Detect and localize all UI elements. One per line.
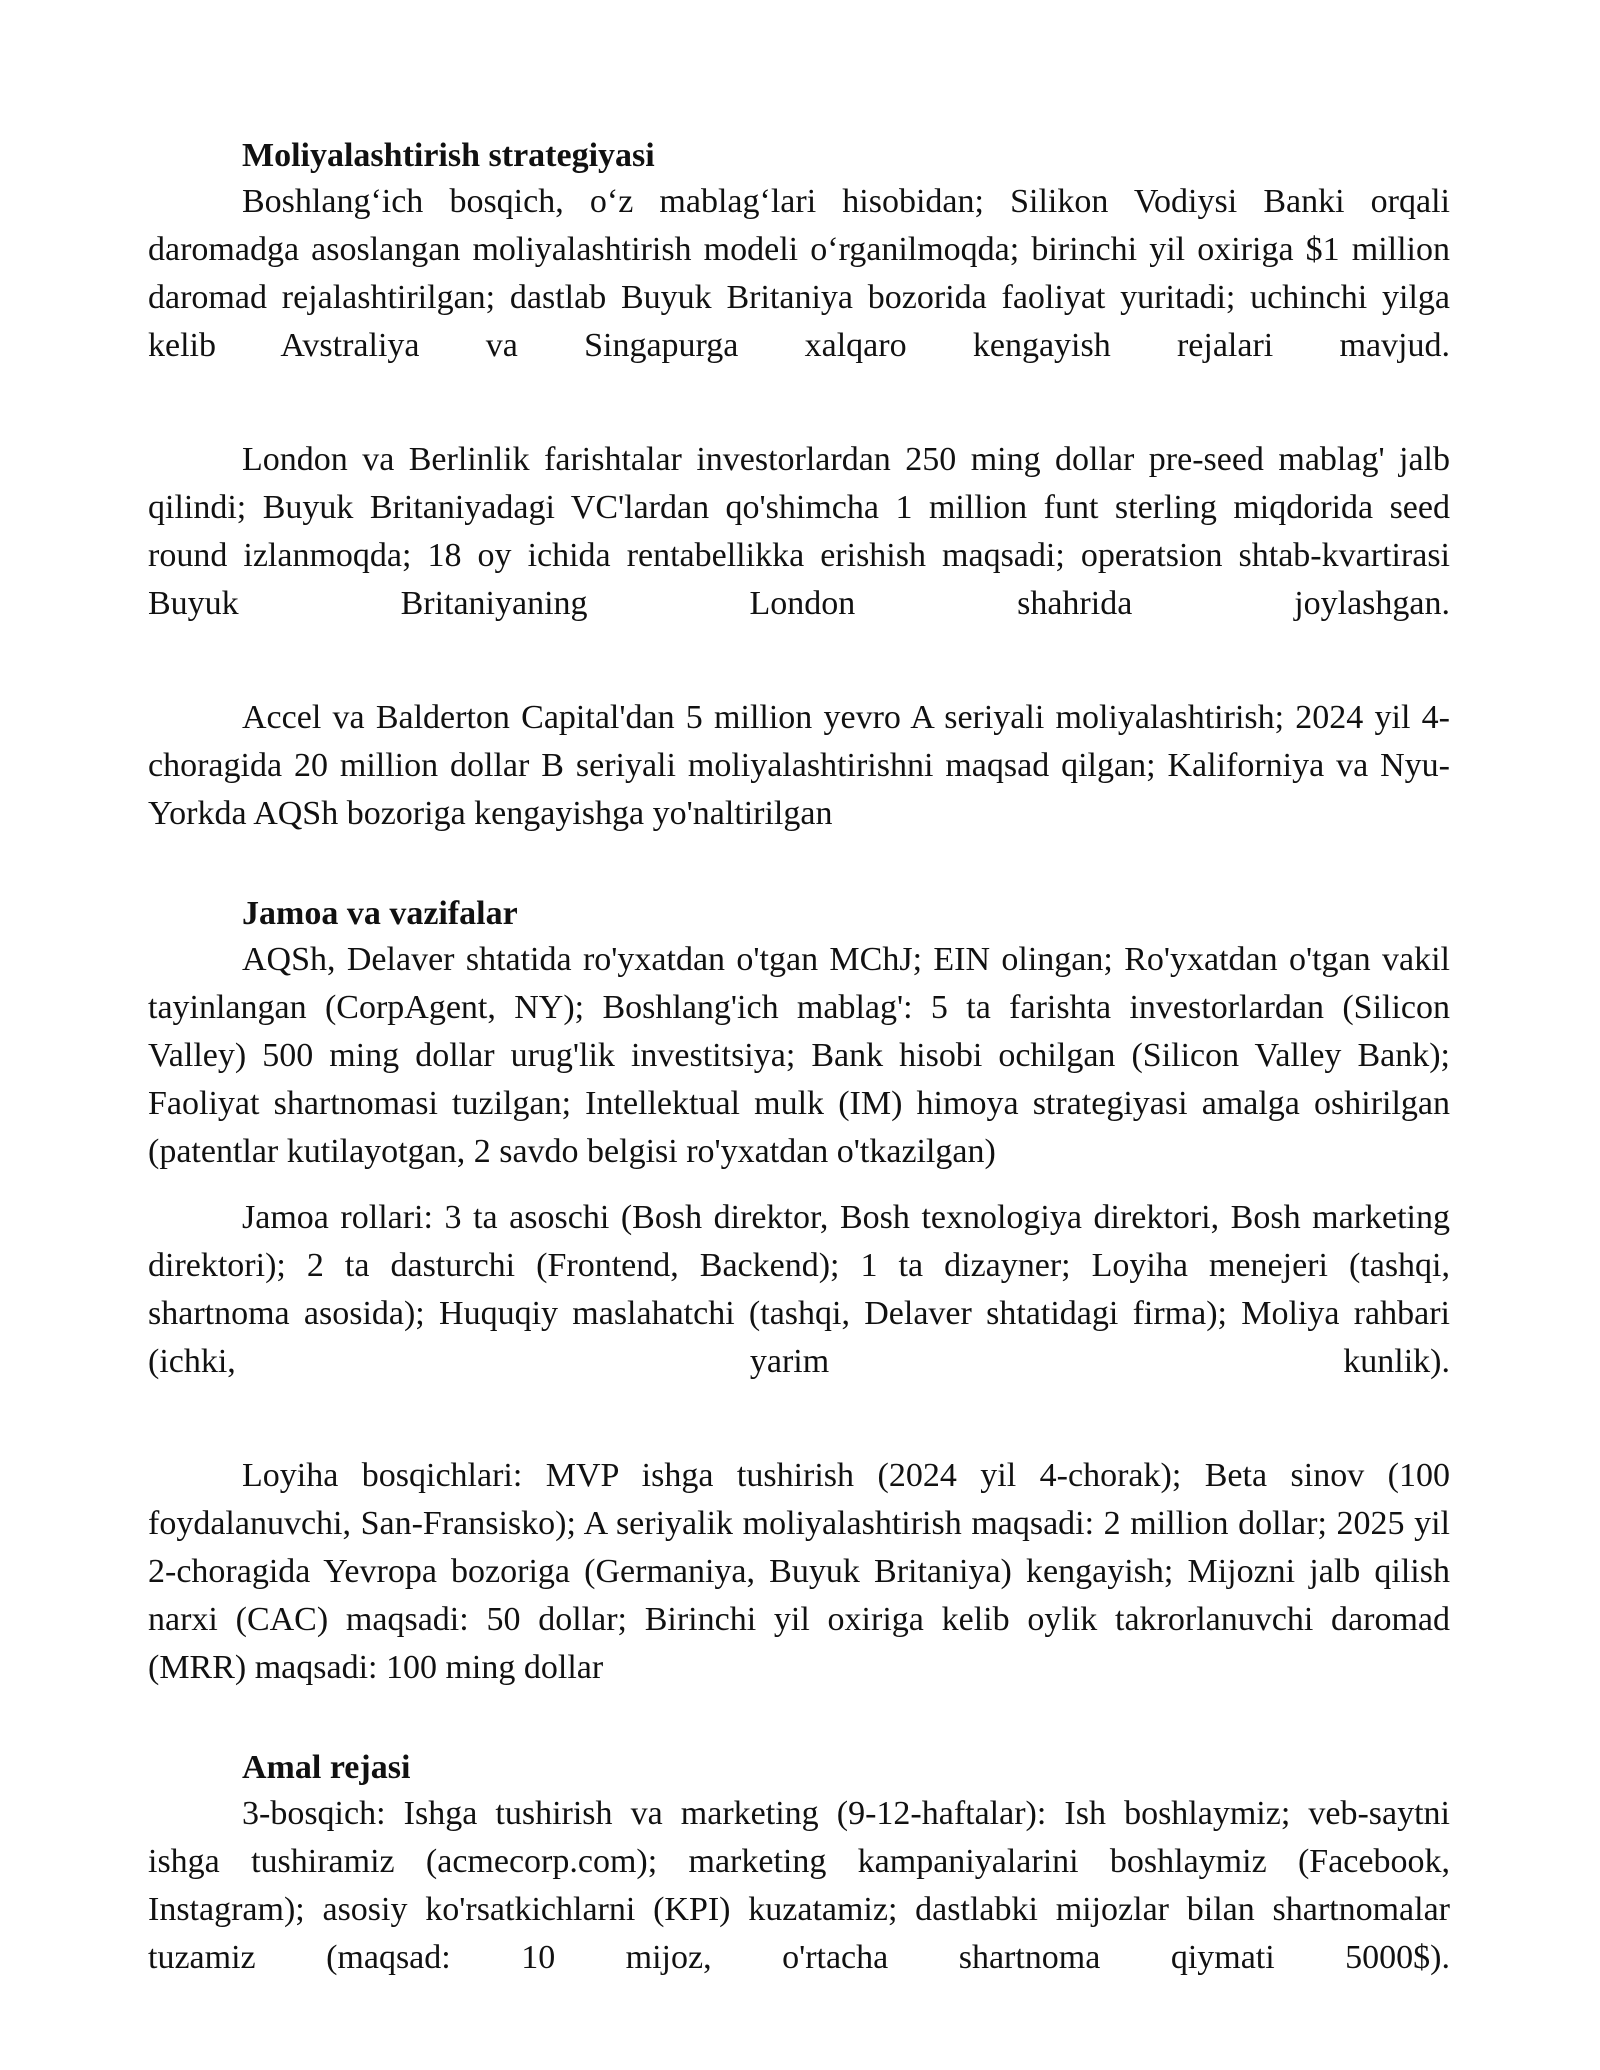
team-paragraph-2: Jamoa rollari: 3 ta asoschi (Bosh direktor, Bosh texnologiya direktori, Bosh marketing direktori); 2 ta dasturchi (Frontend, Backend); 1 ta dizayner; Loyiha menejeri (tashqi, shartnoma asosida); Huquqiy maslahatchi (tashqi, Delaver shtatidagi firma); Moliya rahbari (ichki, yarim kunlik).: [148, 1199, 1450, 1380]
paragraph-spacer: [148, 628, 1450, 694]
funding-paragraph-3: Accel va Balderton Capital'dan 5 million yevro A seriyali moliyalashtirish; 2024 yil 4-choragida 20 million dollar B seriyali moliyalashtirishni maqsad qilgan; Kaliforniya va Nyu-Yorkda AQSh bozoriga kengayishga yo'naltirilgan: [148, 699, 1450, 832]
paragraph-spacer: [148, 370, 1450, 436]
action-paragraph-1: 3-bosqich: Ishga tushirish va marketing (9-12-haftalar): Ish boshlaymiz; veb-saytni ishga tushiramiz (acmecorp.com); marketing kampaniyalarini boshlaymiz (Facebook, Instagram); asosiy ko'rsatkichlarni (KPI) kuzatamiz; dastlabki mijozlar bilan shartnomalar tuzamiz (maqsad: 10 mijoz, o'rtacha shartnoma qiymati 5000$).: [148, 1795, 1450, 1976]
paragraph-spacer: [148, 1176, 1450, 1194]
section-heading-team: Jamoa va vazifalar: [242, 895, 518, 932]
funding-paragraph-1: Boshlang‘ich bosqich, o‘z mablag‘lari hisobidan; Silikon Vodiysi Banki orqali daromadga asoslangan moliyalashtirish modeli o‘rganilmoqda; birinchi yil oxiriga $1 million daromad rejalashtirilgan; dastlab Buyuk Britaniya bozorida faoliyat yuritadi; uchinchi yilga kelib Avstraliya va Singapurga xalqaro kengayish rejalari mavjud.: [148, 183, 1450, 364]
team-paragraph-3: Loyiha bosqichlari: MVP ishga tushirish (2024 yil 4-chorak); Beta sinov (100 foydalanuvchi, San-Fransisko); A seriyalik moliyalashtirish maqsadi: 2 million dollar; 2025 yil 2-choragida Yevropa bozoriga (Germaniya, Buyuk Britaniya) kengayish; Mijozni jalb qilish narxi (CAC) maqsadi: 50 dollar; Birinchi yil oxiriga kelib oylik takrorlanuvchi daromad (MRR) maqsadi: 100 ming dollar: [148, 1457, 1450, 1686]
funding-paragraph-2: London va Berlinlik farishtalar investorlardan 250 ming dollar pre-seed mablag' jalb qilindi; Buyuk Britaniyadagi VC'lardan qo'shimcha 1 million funt sterling miqdorida seed round izlanmoqda; 18 oy ichida rentabellikka erishish maqsadi; operatsion shtab-kvartirasi Buyuk Britaniyaning London shahrida joylashgan.: [148, 441, 1450, 622]
section-spacer: [148, 838, 1450, 894]
section-heading-action-plan: Amal rejasi: [242, 1749, 411, 1786]
paragraph-spacer: [148, 1386, 1450, 1452]
section-spacer: [148, 1692, 1450, 1748]
team-paragraph-1: AQSh, Delaver shtatida ro'yxatdan o'tgan MChJ; EIN olingan; Ro'yxatdan o'tgan vakil tayinlangan (CorpAgent, NY); Boshlang'ich mablag': 5 ta farishta investorlardan (Silicon Valley) 500 ming dollar urug'lik investitsiya; Bank hisobi ochilgan (Silicon Valley Bank); Faoliyat shartnomasi tuzilgan; Intellektual mulk (IM) himoya strategiyasi amalga oshirilgan (patentlar kutilayotgan, 2 savdo belgisi ro'yxatdan o'tkazilgan): [148, 941, 1450, 1170]
document-page: [148, 136, 1450, 1982]
section-heading-funding: Moliyalashtirish strategiyasi: [242, 137, 655, 174]
